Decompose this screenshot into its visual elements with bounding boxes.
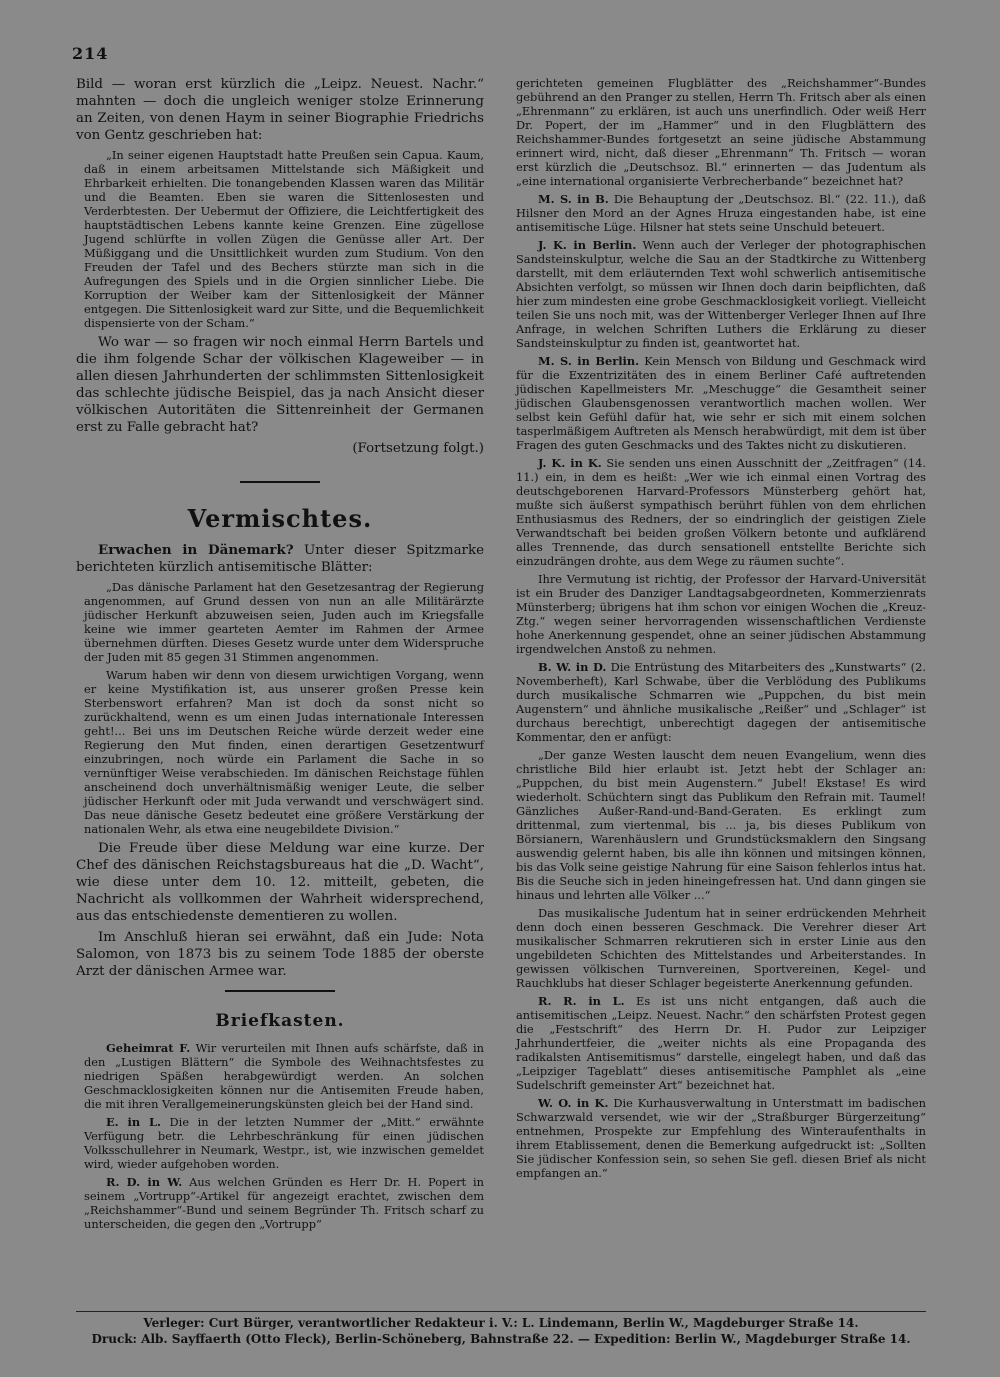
letter-recipient: R. R. in L. [538, 994, 625, 1008]
letter-entry [508, 1096, 926, 1180]
letter-entry [508, 994, 926, 1092]
letter-text: Die Kurhausverwaltung in Unterstmatt im badischen Schwarzwald versendet, wie wir der „Straßburger Bürgerzeitung“ entnehmen, Prospekte zur Empfehlung des Winteraufenthalts in ihrem Etablissement, denen die Bemerkung aufgedruckt ist: „Sollten Sie jüdischer Konfession sein, so sehen Sie gefl. diesen Brief als nicht empfangen an.“ [516, 1096, 926, 1180]
letter-recipient: M. S. in Berlin. [538, 354, 640, 368]
question-paragraph: Wo war — so fragen wir noch einmal Herrn Bartels und die ihm folgende Schar der völkischen Klageweiber — in allen diesen Jahrhunderten der schlimmsten Sittenlosigkeit das schlechte jüdische Beispiel, das ja nach Ansicht dieser völkischen Autoritäten die Sittenreinheit der Germanen erst zu Falle gebracht hat? [76, 335, 484, 435]
letter-entry [508, 456, 926, 568]
letter-recipient: W. O. in K. [538, 1096, 609, 1110]
haym-quote: „In seiner eigenen Hauptstadt hatte Preußen sein Capua. Kaum, daß in einem arbeitsamen Mittelstande sich Mäßigkeit und Ehrbarkeit erhielten. Die tonangebenden Klassen waren das Militär und die Beamten. Eben sie waren die Sittenlosesten und Verderbtesten. Der Uebermut der Offiziere, die Leichtfertigkeit des hauptstädtischen Lebens kannte keine Grenzen. Eine zügellose Jugend schlürfte in vollen Zügen die Genüsse aller Art. Der Müßiggang und die Unsittlichkeit wurden zum Studium. Von den Freuden der Tafel und des Bechers stürzte man sich in die Aufregungen des Spiels und in die Orgien sinnlicher Liebe. Die Korruption der Weiber kam der Sittenlosigkeit der Männer entgegen. Die Sittenlosigkeit ward zur Sitte, und die Bequemlichkeit dispensierte von der Scham.“ [84, 148, 484, 330]
article-paragraph-2: Die Freude über diese Meldung war eine kurze. Der Chef des dänischen Reichstagsbureaus hat die „D. Wacht“, wie diese unter dem 10. 12. mitteilt, gebeten, die Nachricht als vollkommen der Wahrheit widersprechend, aus das entschiedenste dementieren zu wollen. [76, 841, 484, 924]
letter-recipient: E. in L. [106, 1115, 161, 1129]
page-number: 214 [72, 44, 109, 63]
letter-text: Wir verurteilen mit Ihnen aufs schärfste, daß in den „Lustigen Blättern“ die Symbole des Weihnachtsfestes zu niedrigen Späßen herabgewürdigt werden. An solchen Geschmacklosigkeiten können nur die Antisemiten Freude haben, die mit ihren Verallgemeinerungskünsten gleich bei der Hand sind. [84, 1041, 485, 1111]
letter-text: Wenn auch der Verleger der photographischen Sandsteinskulptur, welche die Sau an der Stadtkirche zu Wittenberg darstellt, mit dem erläuternden Text wohl schwerlich antisemitische Absichten verfolgt, so müssen wir Ihnen doch darin beipflichten, daß hier zum mindesten eine grobe Geschmacklosigkeit vorliegt. Vielleicht teilen Sie uns noch mit, was der Wittenberger Verleger Ihnen auf Ihre Anfrage, in welchen Schriften Luthers die Erklärung zu dieser Sandsteinskulptur zu finden ist, geantwortet hat. [516, 238, 926, 350]
letter-text: Kein Mensch von Bildung und Geschmack wird für die Exzentrizitäten des in einem Berliner Café auftretenden jüdischen Kapellmeisters Mr. „Meschugge“ die Gesamtheit seiner jüdischen Glaubensgenossen verantwortlich machen wollen. Wer selbst kein Gefühl dafür hat, wie sehr er sich mit einem solchen tasperlmäßigem Auftreten als Mensch herabwürdigt, mit dem ist über Fragen des guten Geschmacks und des Taktes nicht zu diskutieren. [516, 354, 926, 452]
quote-paragraph-a: „Das dänische Parlament hat den Gesetzesantrag der Regierung angenommen, auf Grund dessen von nun an alle Militärärzte jüdischer Herkunft abzuweisen seien, Juden auch im Kriegsfalle keine wie immer gearteten Aemter im Rahmen der Armee übernehmen dürften. Dieses Gesetz wurde unter dem Widerspruche der Juden mit 85 gegen 31 Stimmen angenommen. [84, 580, 484, 664]
right-column [508, 76, 926, 1184]
section-title-briefkasten: Briefkasten. [215, 1011, 345, 1031]
letter-text: Sie senden uns einen Ausschnitt der „Zeitfragen“ (14. 11.) ein, in dem es heißt: „Wer wie ich einmal einen Vortrag des deutschgeborenen Harvard-Professors Münsterberg gehört hat, mußte sich äußerst sympathisch berührt fühlen von dem ehrlichen Enthusiasmus des Redners, der so eindringlich der geistigen Ziele Verwandtschaft bei beiden großen Völkern betonte und aufklärend alles Trennende, das durch sensationell entstellte Berichte sich einzudrängen drohte, aus dem Wege zu räumen suchte“. [516, 456, 926, 568]
letter-recipient: J. K. in Berlin. [538, 238, 637, 252]
continuation-text-right: gerichteten gemeinen Flugblätter des „Reichshammer“-Bundes gebührend an den Pranger zu stellen, Herrn Th. Fritsch aber als einen „Ehrenmann“ zu erklären, ist auch uns unerfindlich. Oder weiß Herr Dr. Popert, der im „Hammer“ und in den Flugblättern des Reichshammer-Bundes fortgesetzt an seine jüdische Abstammung erinnert wird, nicht, daß dieser „Ehrenmann“ Th. Fritsch — woran erst kürzlich die „Deutschsoz. Bl.“ erinnerten — das Judentum als „eine international organisierte Verbrecherbande“ bezeichnet hat? [516, 76, 926, 188]
letter-text: Aus welchen Gründen es Herr Dr. H. Popert in seinem „Vortrupp“-Artikel für angezeigt erachtet, zwischen dem „Reichshammer“-Bund und seinem Begründer Th. Fritsch scharf zu unterscheiden, die gegen den „Vortrupp“ [84, 1175, 484, 1231]
letter-recipient: M. S. in B. [538, 192, 609, 206]
letter-entry [76, 1115, 484, 1171]
letter-text: Die Entrüstung des Mitarbeiters des „Kunstwarts“ (2. Novemberheft), Karl Schwabe, über die Verblödung des Publikums durch musikalische Schmarren wie „Puppchen, du bist mein Augenstern“ und ähnliche musikalische „Reißer“ und „Schlager“ ist durchaus berechtigt, unberechtigt dagegen der antisemitische Kommentar, den er anfügt: [516, 660, 926, 744]
letter-entry [76, 1175, 484, 1231]
footer-publisher: Verleger: Curt Bürger, verantwortlicher Redakteur i. V.: L. Lindemann, Berlin W., Magdeburger Straße 14. [143, 1316, 859, 1330]
letter-entry [508, 238, 926, 350]
left-column [76, 76, 484, 1235]
letter-recipient: R. D. in W. [106, 1175, 183, 1189]
section-divider [240, 481, 320, 483]
letter-recipient: Geheimrat F. [106, 1041, 191, 1055]
section-divider-2 [225, 990, 335, 992]
letter-recipient: J. K. in K. [538, 456, 602, 470]
continuation-text: Bild — woran erst kürzlich die „Leipz. Neuest. Nachr.“ mahnten — doch die ungleich weniger stolze Erinnerung an Zeiten, von denen Haym in seiner Biographie Friedrichs von Gentz geschrieben hat: [76, 77, 484, 143]
article-paragraph-3: Im Anschluß hieran sei erwähnt, daß ein Jude: Nota Salomon, von 1873 bis zu seinem Tode 1885 der oberste Arzt der dänischen Armee war. [76, 930, 484, 979]
footer-printer: Druck: Alb. Sayffaerth (Otto Fleck), Berlin-Schöneberg, Bahnstraße 22. — Expedition: Berlin W., Magdeburger Straße 14. [91, 1332, 911, 1346]
letter-entry [508, 354, 926, 452]
letter-entry [76, 1041, 484, 1111]
article-lead: Erwachen in Dänemark? [98, 542, 294, 558]
article-intro-text: Unter dieser Spitzmarke berichteten kürzlich antisemitische Blätter: [76, 543, 484, 575]
article-intro [76, 542, 484, 576]
quote-paragraph-b: Warum haben wir denn von diesem urwichtigen Vorgang, wenn er keine Mystifikation ist, aus unserer großen Presse kein Sterbenswort erfahren? Man ist doch da sonst nicht so zurückhaltend, wenn es um einen Judas internationale Interessen geht!... Bei uns im Deutschen Reiche würde derzeit weder eine Regierung den Mut finden, einen derartigen Gesetzentwurf einzubringen, noch würde ein Parlament die Sache in so vernünftiger Weise verabschieden. Im dänischen Reichstage fühlen anscheinend doch unverhältnismäßig weniger Leute, die selber jüdischer Herkunft oder mit Juda verwandt und verschwägert sind. Das neue dänische Gesetz bedeutet eine größere Verstärkung der nationalen Wehr, als etwa eine neugebildete Division.“ [84, 668, 484, 836]
letter-paragraph: Ihre Vermutung ist richtig, der Professor der Harvard-Universität ist ein Bruder des Danziger Landtagsabgeordneten, Kommerzienrats Münsterberg; übrigens hat ihm schon vor einigen Wochen die „Kreuz-Ztg.“ wegen seiner hervorragenden wissenschaftlichen Verdienste hohe Anerkennung gespendet, ohne an seiner jüdischen Abstammung irgendwelchen Anstoß zu nehmen. [516, 572, 926, 656]
letter-recipient: B. W. in D. [538, 660, 607, 674]
letter-entry [508, 660, 926, 744]
to-be-continued: (Fortsetzung folgt.) [352, 441, 484, 456]
letter-paragraph: Das musikalische Judentum hat in seiner erdrückenden Mehrheit denn doch einen besseren Geschmack. Die Verehrer dieser Art musikalischer Schmarren rekrutieren sich in erster Linie aus den ungebildeten Schichten des Mittelstandes und Arbeiterstandes. In gewissen völkischen Turnvereinen, Sportvereinen, Kegel- und Rauchklubs hat dieser Schlager begeisterte Anerkennung gefunden. [516, 906, 926, 990]
letter-text: Die Behauptung der „Deutschsoz. Bl.“ (22. 11.), daß Hilsner den Mord an der Agnes Hruza eingestanden habe, ist eine antisemitische Lüge. Hilsner hat stets seine Unschuld beteuert. [516, 192, 927, 234]
section-title-vermischtes: Vermischtes. [187, 504, 373, 533]
letter-text: Es ist uns nicht entgangen, daß auch die antisemitischen „Leipz. Neuest. Nachr.“ den schärfsten Protest gegen die „Festschrift“ des Herrn Dr. H. Pudor zur Leipziger Jahrhundertfeier, die „weiter nichts als eine Propaganda des radikalsten Antisemitismus“ darstelle, eingelegt haben, und daß das „Leipziger Tageblatt“ dieses antisemitische Pamphlet als „eine Sudelschrift gemeinster Art“ bezeichnet hat. [516, 994, 927, 1092]
letter-text: Die in der letzten Nummer der „Mitt.“ erwähnte Verfügung betr. die Lehrbeschränkung für einen jüdischen Volksschullehrer in Neumark, Westpr., ist, wie inzwischen gemeldet wird, wieder aufgehoben worden. [84, 1115, 484, 1171]
footer-rule [76, 1311, 926, 1312]
letter-entry [508, 192, 926, 234]
letter-quote: „Der ganze Westen lauscht dem neuen Evangelium, wenn dies christliche Bild hier erlaubt ist. Jetzt hebt der Schlager an: „Puppchen, du bist mein Augenstern.“ Jubel! Ekstase! Es wird wiederholt. Schüchtern singt das Publikum den Refrain mit. Taumel! Gänzliches Außer-Rand-und-Band-Geraten. Es erklingt zum drittenmal, zum viertenmal, bis ... ja, bis dieses Publikum von Börsianern, Warenhäuslern und Grundstücksmaklern den Singsang auswendig gelernt haben, bis alle ihn können und mitsingen können, bis das Volk seine geistige Nahrung für eine Saison fehlerlos intus hat. Bis die Seuche sich in jeden hineingefressen hat. Und dann gingen sie hinaus und lehrten alle Völker ...“ [516, 748, 926, 902]
